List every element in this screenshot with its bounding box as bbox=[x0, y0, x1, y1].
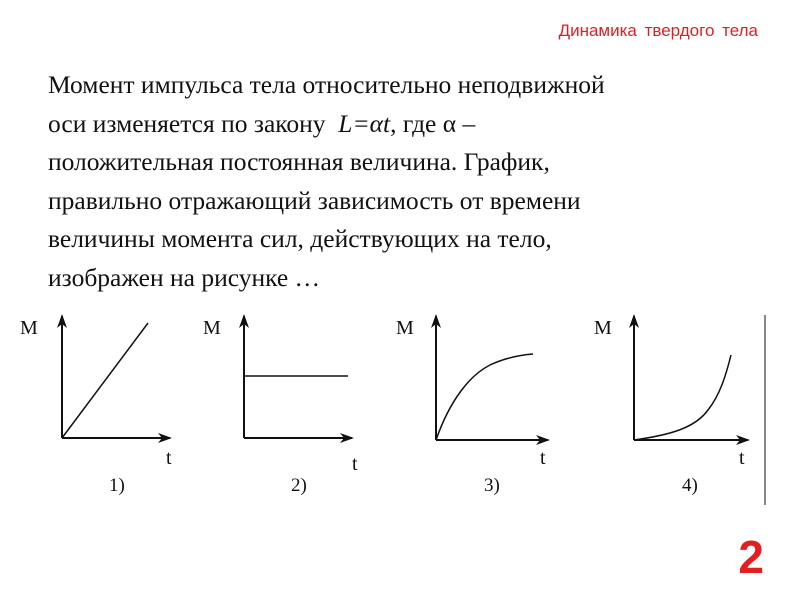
graph-2-option-label: 2) bbox=[291, 475, 307, 496]
formula: L=αt bbox=[338, 108, 391, 138]
graph-4-curve bbox=[634, 355, 731, 440]
question-line-1-text: Момент импульса тела относительно неподвижной bbox=[48, 70, 605, 99]
graph-3-y-label: M bbox=[396, 317, 414, 339]
graph-3-option-label: 3) bbox=[484, 475, 500, 496]
question-line-6-text: изображен на рисунке … bbox=[48, 262, 321, 292]
graph-3-curve bbox=[436, 354, 533, 440]
graph-2-y-label: M bbox=[203, 317, 221, 339]
slide-number: 2 bbox=[738, 531, 764, 583]
question-line-2-text-b: , где α – bbox=[390, 108, 476, 138]
graph-1-curve bbox=[62, 323, 148, 438]
graph-4-y-label: M bbox=[594, 317, 612, 339]
graph-1-x-label: t bbox=[166, 447, 172, 469]
graph-1-option-label: 1) bbox=[109, 475, 125, 496]
topic-header: Динамика твердого тела bbox=[558, 21, 758, 40]
graph-4-x-label: t bbox=[739, 447, 745, 469]
graph-option-4[interactable] bbox=[594, 316, 748, 496]
question-line-3-text: положительная постоянная величина. График, bbox=[48, 147, 550, 176]
graph-4-option-label: 4) bbox=[682, 475, 698, 496]
graph-1-y-label: M bbox=[20, 317, 38, 339]
question-line-4-text: правильно отражающий зависимость от времени bbox=[48, 185, 581, 215]
graph-2-x-label: t bbox=[352, 453, 358, 475]
question-line-5-text: величины момента сил, действующих на тело, bbox=[48, 224, 552, 253]
graph-option-1[interactable] bbox=[20, 316, 172, 496]
question-line-2-text-a: оси изменяется по закону bbox=[48, 108, 339, 138]
graph-option-3[interactable] bbox=[396, 316, 548, 496]
graph-option-2[interactable] bbox=[203, 316, 358, 496]
graph-3-x-label: t bbox=[540, 447, 546, 469]
